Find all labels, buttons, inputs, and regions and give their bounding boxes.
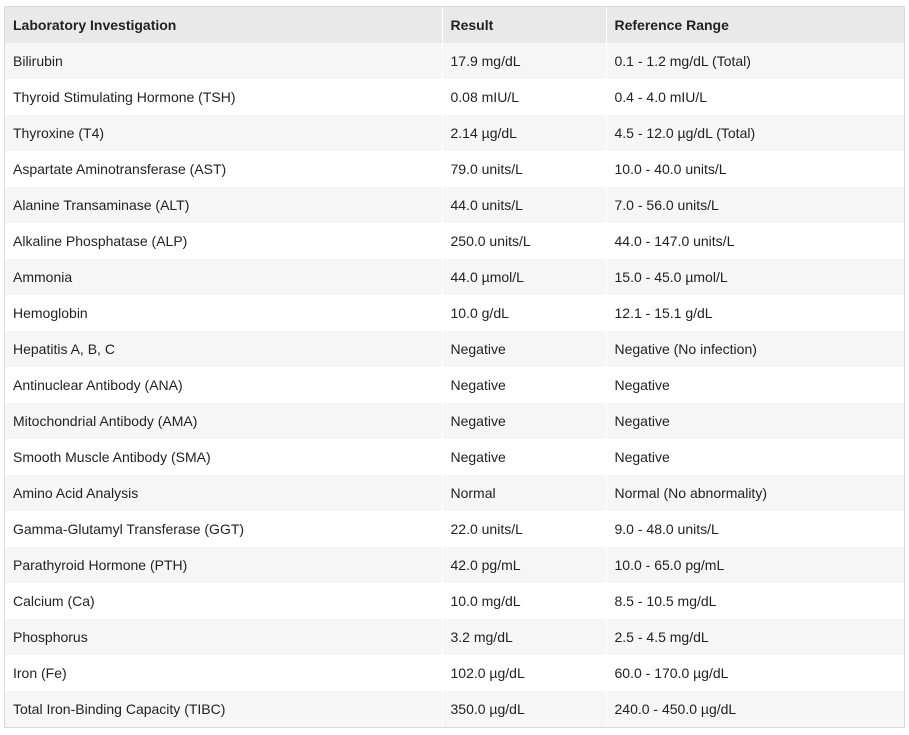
cell-reference-range: 10.0 - 65.0 pg/mL	[614, 557, 725, 573]
cell-result: 350.0 µg/dL	[442, 691, 606, 727]
lab-results-table-container	[4, 6, 905, 728]
cell-reference-range: 0.4 - 4.0 mIU/L	[614, 89, 708, 105]
cell-reference-range: Negative (No infection)	[614, 341, 757, 357]
cell-reference-range: Negative	[614, 449, 670, 465]
cell-investigation: Calcium (Ca)	[5, 583, 442, 619]
table-row	[5, 115, 904, 151]
cell-investigation: Thyroxine (T4)	[5, 115, 442, 151]
cell-reference-range: 4.5 - 12.0 µg/dL (Total)	[614, 125, 756, 141]
cell-reference-range: 8.5 - 10.5 mg/dL	[614, 593, 717, 609]
cell-investigation: Aspartate Aminotransferase (AST)	[5, 151, 442, 187]
cell-investigation: Bilirubin	[5, 43, 442, 79]
header-investigation: Laboratory Investigation	[5, 7, 442, 43]
cell-investigation: Mitochondrial Antibody (AMA)	[5, 403, 442, 439]
cell-investigation: Iron (Fe)	[5, 655, 442, 691]
table-row	[5, 439, 904, 475]
cell-reference-range: Normal (No abnormality)	[614, 485, 767, 501]
table-row	[5, 187, 904, 223]
cell-result: 250.0 units/L	[442, 223, 606, 259]
cell-reference-range: 12.1 - 15.1 g/dL	[614, 305, 713, 321]
cell-result: Negative	[442, 403, 606, 439]
cell-result: 102.0 µg/dL	[442, 655, 606, 691]
cell-investigation: Amino Acid Analysis	[5, 475, 442, 511]
cell-investigation: Hemoglobin	[5, 295, 442, 331]
cell-reference-range: 2.5 - 4.5 mg/dL	[614, 629, 709, 645]
cell-investigation: Hepatitis A, B, C	[5, 331, 442, 367]
table-row	[5, 583, 904, 619]
cell-investigation: Gamma-Glutamyl Transferase (GGT)	[5, 511, 442, 547]
cell-investigation: Alanine Transaminase (ALT)	[5, 187, 442, 223]
cell-investigation: Smooth Muscle Antibody (SMA)	[5, 439, 442, 475]
cell-result: 22.0 units/L	[442, 511, 606, 547]
header-reference-range: Reference Range	[614, 17, 729, 33]
cell-result: 2.14 µg/dL	[442, 115, 606, 151]
cell-investigation: Ammonia	[5, 259, 442, 295]
cell-reference-range: 0.1 - 1.2 mg/dL (Total)	[614, 53, 751, 69]
table-row	[5, 79, 904, 115]
table-row	[5, 331, 904, 367]
cell-reference-range: 15.0 - 45.0 µmol/L	[614, 269, 728, 285]
cell-reference-range: Negative	[614, 413, 670, 429]
cell-result: Negative	[442, 331, 606, 367]
table-row	[5, 619, 904, 655]
cell-investigation: Thyroid Stimulating Hormone (TSH)	[5, 79, 442, 115]
table-row	[5, 151, 904, 187]
cell-reference-range: 44.0 - 147.0 units/L	[614, 233, 735, 249]
header-row	[5, 7, 904, 43]
cell-result: 17.9 mg/dL	[442, 43, 606, 79]
cell-result: Negative	[442, 439, 606, 475]
cell-investigation: Antinuclear Antibody (ANA)	[5, 367, 442, 403]
cell-investigation: Alkaline Phosphatase (ALP)	[5, 223, 442, 259]
cell-reference-range: Negative	[614, 377, 670, 393]
table-row	[5, 223, 904, 259]
cell-result: 44.0 units/L	[442, 187, 606, 223]
cell-investigation: Phosphorus	[5, 619, 442, 655]
table-row	[5, 475, 904, 511]
cell-result: 10.0 g/dL	[442, 295, 606, 331]
cell-reference-range: 7.0 - 56.0 units/L	[614, 197, 719, 213]
cell-result: 44.0 µmol/L	[442, 259, 606, 295]
table-body	[5, 43, 904, 727]
cell-result: 3.2 mg/dL	[442, 619, 606, 655]
cell-investigation: Total Iron-Binding Capacity (TIBC)	[5, 691, 442, 727]
table-row	[5, 295, 904, 331]
table-row	[5, 547, 904, 583]
table-row	[5, 43, 904, 79]
table-row	[5, 403, 904, 439]
table-row	[5, 655, 904, 691]
cell-reference-range: 10.0 - 40.0 units/L	[614, 161, 727, 177]
cell-reference-range: 60.0 - 170.0 µg/dL	[614, 665, 729, 681]
table-row	[5, 511, 904, 547]
cell-result: 79.0 units/L	[442, 151, 606, 187]
table-row	[5, 691, 904, 727]
cell-result: Normal	[442, 475, 606, 511]
cell-result: 0.08 mIU/L	[442, 79, 606, 115]
header-result: Result	[442, 7, 606, 43]
cell-reference-range: 240.0 - 450.0 µg/dL	[614, 701, 737, 717]
table-row	[5, 259, 904, 295]
table-header	[5, 7, 904, 43]
table-row	[5, 367, 904, 403]
cell-reference-range: 9.0 - 48.0 units/L	[614, 521, 719, 537]
lab-results-table	[5, 7, 904, 727]
cell-result: Negative	[442, 367, 606, 403]
cell-result: 10.0 mg/dL	[442, 583, 606, 619]
cell-investigation: Parathyroid Hormone (PTH)	[5, 547, 442, 583]
cell-result: 42.0 pg/mL	[442, 547, 606, 583]
